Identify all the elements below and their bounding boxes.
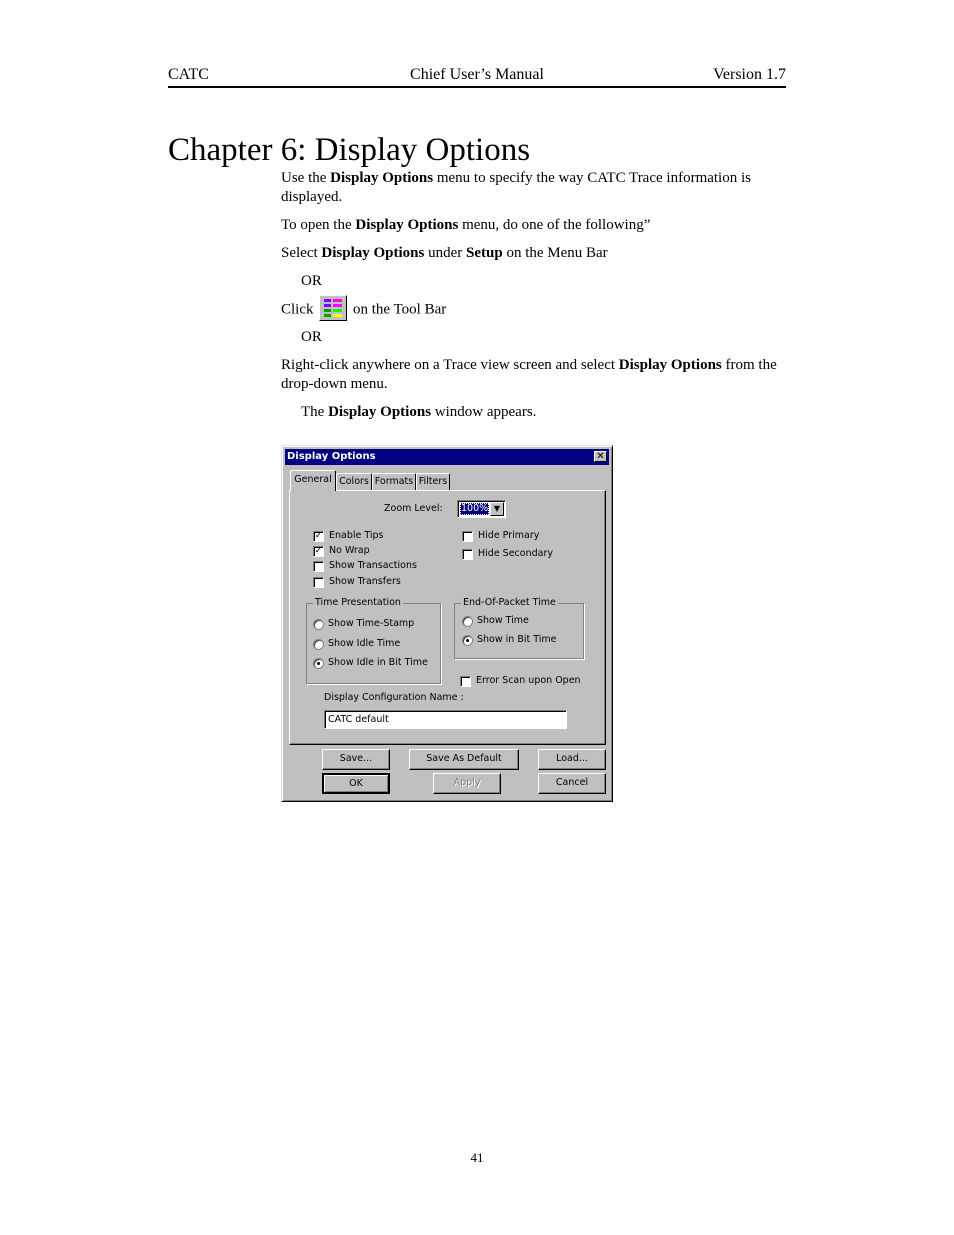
hide-primary-label: Hide Primary — [478, 530, 540, 541]
tab-colors[interactable]: Colors — [336, 473, 372, 490]
zoom-level-value: 100% — [461, 503, 489, 514]
tab-general[interactable]: General — [290, 470, 336, 491]
show-transactions-label: Show Transactions — [329, 560, 417, 571]
save-button[interactable]: Save... — [322, 749, 390, 770]
paragraph-select: Select Display Options under Setup on the Menu Bar — [281, 245, 608, 261]
eop-show-time-radio[interactable] — [462, 616, 473, 627]
close-icon: ✕ — [596, 451, 605, 462]
no-wrap-label: No Wrap — [329, 545, 370, 556]
zoom-level-label: Zoom Level: — [384, 503, 443, 514]
show-idle-time-label: Show Idle Time — [328, 638, 401, 649]
general-panel — [289, 490, 606, 745]
show-transfers-checkbox[interactable] — [313, 577, 324, 588]
page-number: 41 — [470, 1150, 484, 1165]
time-presentation-title: Time Presentation — [315, 597, 401, 608]
eop-show-bit-time-label: Show in Bit Time — [477, 634, 557, 645]
show-idle-bit-time-radio[interactable] — [313, 658, 324, 669]
ok-button[interactable]: OK — [322, 773, 390, 794]
hide-secondary-checkbox[interactable] — [462, 549, 473, 560]
eop-show-time-label: Show Time — [477, 615, 529, 626]
dialog-titlebar — [285, 449, 609, 465]
paragraph-click: Click on the Tool Bar — [281, 297, 786, 323]
paragraph-open: To open the Display Options menu, do one of the following” — [281, 217, 651, 233]
show-transfers-label: Show Transfers — [329, 576, 401, 587]
header-rule — [168, 86, 786, 88]
dialog-title: Display Options — [287, 451, 376, 462]
header-center: Chief User’s Manual — [410, 66, 544, 83]
hide-secondary-label: Hide Secondary — [478, 548, 553, 559]
config-name-label: Display Configuration Name : — [324, 692, 464, 703]
error-scan-checkbox[interactable] — [460, 676, 471, 687]
show-transactions-checkbox[interactable] — [313, 561, 324, 572]
apply-button[interactable] — [433, 773, 501, 794]
paragraph-window-appears: The Display Options window appears. — [301, 404, 537, 420]
close-button[interactable] — [594, 451, 607, 462]
zoom-level-select[interactable] — [457, 500, 506, 518]
enable-tips-label: Enable Tips — [329, 530, 384, 541]
apply-label: Apply — [453, 777, 481, 788]
cancel-button[interactable]: Cancel — [538, 773, 606, 794]
show-idle-bit-time-label: Show Idle in Bit Time — [328, 657, 428, 668]
header-right: Version 1.7 — [713, 66, 786, 83]
chevron-down-icon[interactable]: ▼ — [490, 502, 504, 516]
end-of-packet-group — [454, 597, 584, 659]
no-wrap-checkbox[interactable]: ✓ — [314, 546, 323, 556]
load-button[interactable]: Load... — [538, 749, 606, 770]
tab-formats[interactable]: Formats — [372, 473, 416, 490]
or-text-1: OR — [301, 273, 322, 289]
eop-show-bit-time-radio[interactable] — [462, 635, 473, 646]
show-time-stamp-label: Show Time-Stamp — [328, 618, 415, 629]
paragraph-intro: Use the Display Options menu to specify the way CATC Trace information is displayed. — [281, 170, 751, 205]
end-of-packet-title: End-Of-Packet Time — [463, 597, 556, 608]
error-scan-label: Error Scan upon Open — [476, 675, 581, 686]
hide-primary-checkbox[interactable] — [462, 531, 473, 542]
config-name-input[interactable]: CATC default — [324, 710, 567, 729]
show-time-stamp-radio[interactable] — [313, 619, 324, 630]
display-options-dialog — [281, 445, 613, 802]
display-options-toolbar-icon — [319, 295, 347, 321]
show-idle-time-radio[interactable] — [313, 639, 324, 650]
chapter-title: Chapter 6: Display Options — [168, 132, 531, 168]
enable-tips-checkbox[interactable]: ✓ — [314, 531, 323, 541]
header-left: CATC — [168, 66, 209, 83]
save-as-default-button[interactable]: Save As Default — [409, 749, 519, 770]
tab-filters[interactable]: Filters — [416, 473, 450, 490]
paragraph-right-click: Right-click anywhere on a Trace view screen and select Display Options from the drop-down menu. — [281, 357, 777, 392]
time-presentation-group — [306, 597, 441, 684]
or-text-2: OR — [301, 329, 322, 345]
